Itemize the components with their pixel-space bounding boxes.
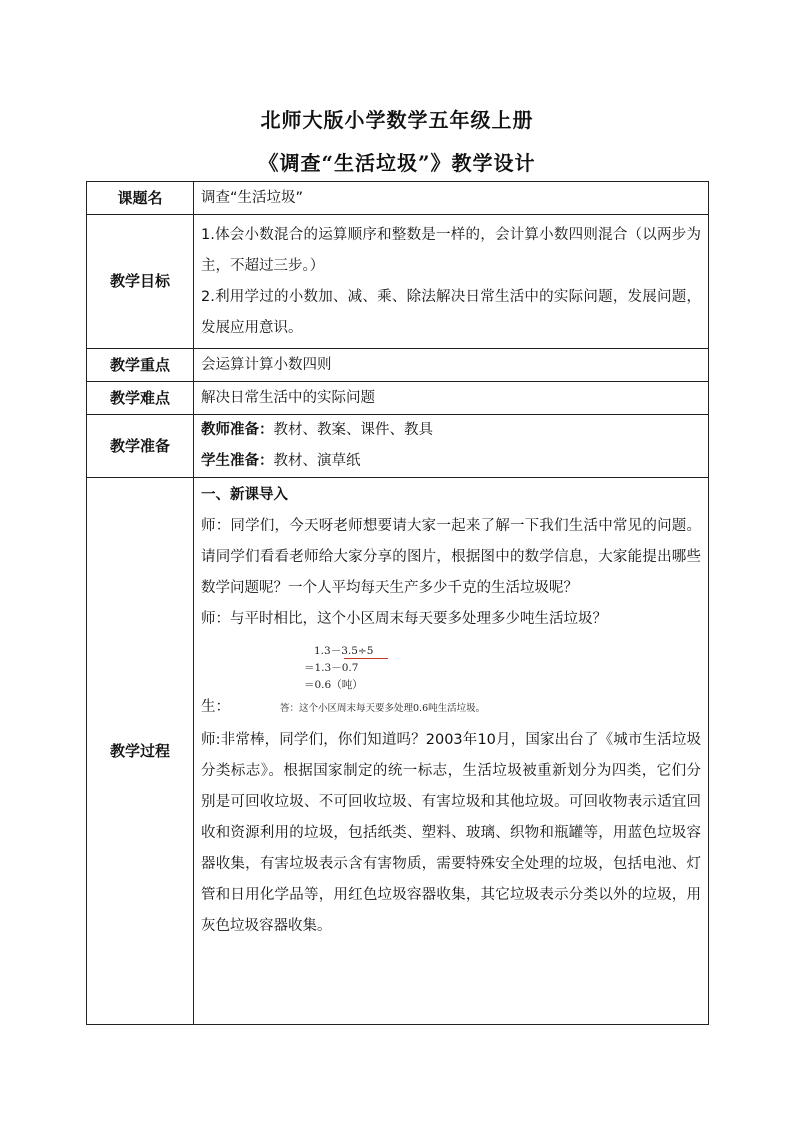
student-prep-label: 学生准备： [201,453,274,469]
document-title: 北师大版小学数学五年级上册 [260,108,534,132]
table-row-difficulty [87,382,709,415]
document-subtitle: 《调查“生活垃圾”》教学设计 [258,151,536,175]
difficulty-value: 解决日常生活中的实际问题 [194,382,709,415]
keypoint-label: 教学重点 [87,349,194,382]
objective-item-2: 2.利用学过的小数加、减、乘、除法解决日常生活中的实际问题，发展问题，发展应用意识。 [201,288,701,336]
table-row-preparation [87,415,709,478]
section-heading: 一、新课导入 [201,487,288,503]
student-prep-value: 教材、演草纸 [273,453,361,469]
calc-line-1: 1.3－3.5÷5 [314,645,374,657]
student-answer-block [201,641,701,719]
objective-item-1: 1.体会小数混合的运算顺序和整数是一样的，会计算小数四则混合（以两步为主，不超过三步。） [201,226,701,274]
calc-answer: 答：这个小区周末每天要多处理0.6吨生活垃圾。 [280,703,486,714]
student-label: 生： [201,699,230,715]
difficulty-label: 教学难点 [87,382,194,415]
prep-cell [194,415,709,478]
table-row-topic [87,182,709,215]
teacher-paragraph-3: 师:非常棒，同学们，你们知道吗？2003年10月，国家出台了《城市生活垃圾分类标志》。根据国家制定的统一标志，生活垃圾被重新划分为四类，它们分别是可回收垃圾、不可回收垃圾、有害垃圾和其他垃圾。可回收物表示适宜回收和资源利用的垃圾，包括纸类、塑料、玻璃、织物和瓶罐等，用蓝色垃圾容器收集，有害垃圾表示含有害物质，需要特殊安全处理的垃圾，包括电池、灯管和日用化学品等，用红色垃圾容器收集，其它垃圾表示分类以外的垃圾，用灰色垃圾容器收集。 [201,732,701,934]
objectives-label: 教学目标 [87,215,194,349]
topic-label: 课题名 [87,182,194,215]
teacher-prep-value: 教材、教案、课件、教具 [273,422,433,438]
calc-red-underline [344,658,388,659]
lesson-plan-table [86,181,709,1025]
topic-value: 调查“生活垃圾” [194,182,709,215]
objectives-cell [194,215,709,349]
process-label: 教学过程 [87,478,194,1025]
calculation-image [270,643,630,719]
calc-line-2: ＝1.3－0.7 [304,662,359,674]
calc-line-3: ＝0.6（吨） [304,679,363,691]
table-row-objectives [87,215,709,349]
keypoint-value: 会运算计算小数四则 [194,349,709,382]
process-cell [194,478,709,1025]
prep-label: 教学准备 [87,415,194,478]
teacher-paragraph-2: 师：与平时相比，这个小区周末每天要多处理多少吨生活垃圾？ [201,611,607,627]
table-row-process [87,478,709,1025]
teacher-paragraph-1: 师：同学们，今天呀老师想要请大家一起来了解一下我们生活中常见的问题。请同学们看看老师给大家分享的图片，根据图中的数学信息，大家能提出哪些数学问题呢？一个人平均每天生产多少千克的生活垃圾呢？ [201,518,701,596]
student-prep [201,446,701,477]
teacher-prep-label: 教师准备： [201,422,274,438]
teacher-prep [201,415,701,446]
table-row-keypoint [87,349,709,382]
